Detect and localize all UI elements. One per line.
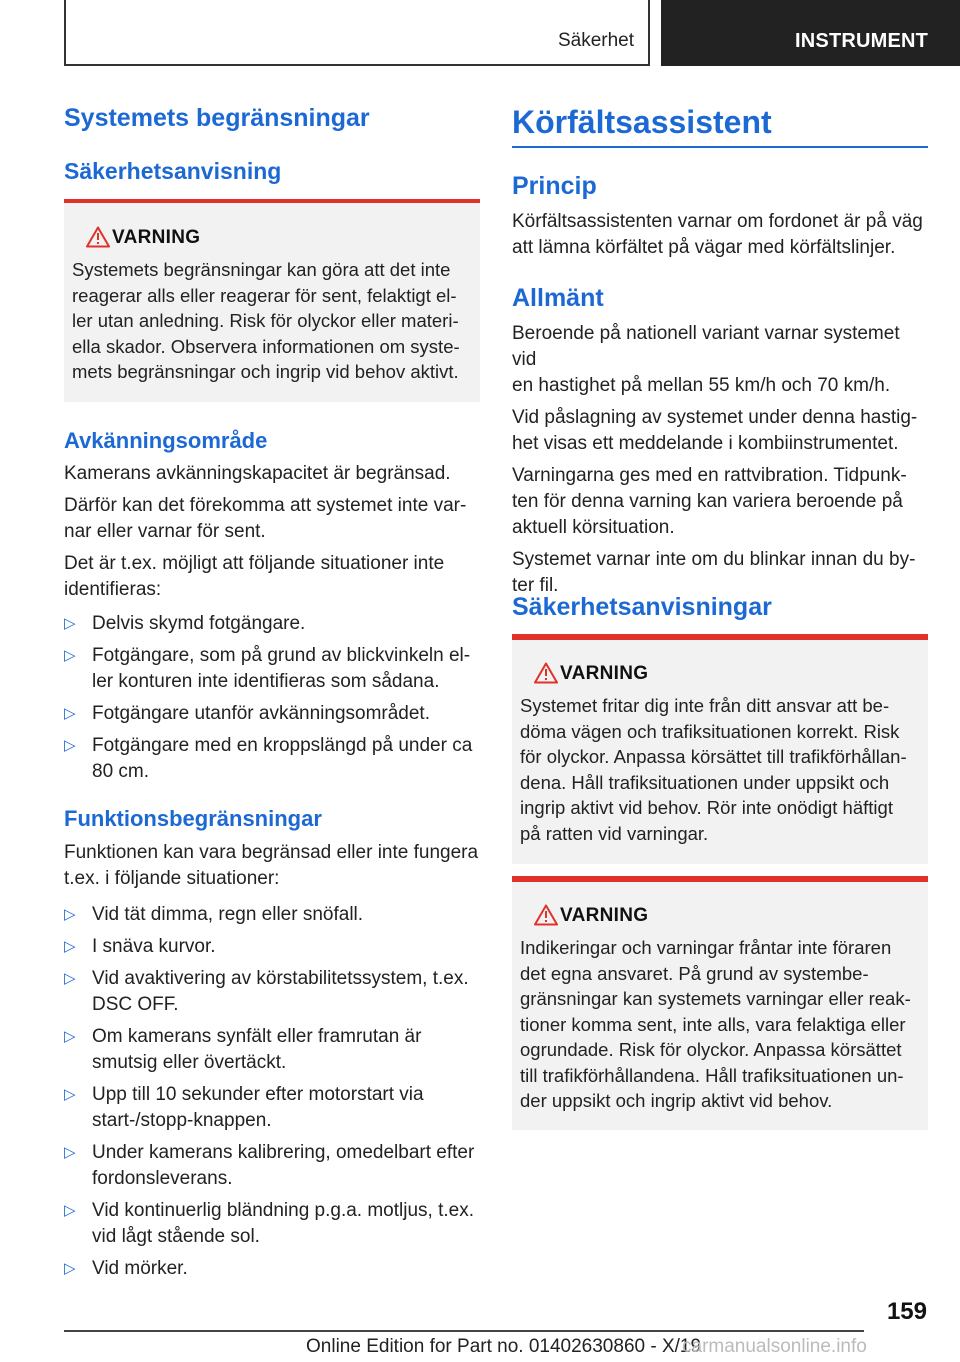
warning-line: reagerar alls eller reagerar för sent, felaktigt el- bbox=[72, 284, 457, 306]
paragraph: Systemet varnar inte om du blinkar innan du by- ter fil. bbox=[512, 549, 916, 596]
text-line: Därför kan det förekomma att systemet inte var- bbox=[64, 495, 467, 516]
header-section-label: Säkerhet bbox=[557, 30, 634, 51]
triangle-bullet-icon: ▷ bbox=[64, 737, 76, 754]
triangle-bullet-icon: ▷ bbox=[64, 1202, 76, 1219]
right-warning-text-1: Systemet fritar dig inte från ditt ansvar att be- döma vägen och trafiksituationen korrekt. Risk för olyckor. Anpassa körsättet till trafikförhållan- dena. Håll trafiksituationen under uppsikt och ingrip aktivt vid behov. Rör inte onödigt häftigt på ratten vid varningar. bbox=[520, 695, 907, 844]
triangle-bullet-icon: ▷ bbox=[64, 938, 76, 955]
paragraph: Beroende på nationell variant varnar systemet vid en hastighet på mellan 55 km/h och 70 km/h. bbox=[512, 323, 900, 396]
limits-list bbox=[64, 902, 480, 1282]
warning-line: ler utan anledning. Risk för olyckor eller materi- bbox=[72, 310, 459, 331]
list-item: ▷ Under kamerans kalibrering, omedelbart efter fordonsleverans. bbox=[64, 1142, 475, 1189]
text-line: identifieras: bbox=[64, 579, 162, 600]
left-warning-box bbox=[64, 203, 480, 402]
warning-triangle-icon bbox=[534, 662, 558, 684]
right-warning-box-1 bbox=[512, 640, 928, 864]
paragraph: Kamerans avkänningskapacitet är begränsad. bbox=[64, 463, 451, 484]
warning-title-text: VARNING bbox=[560, 905, 649, 926]
text-line: t.ex. i följande situationer: bbox=[64, 868, 280, 889]
right-page-title: Körfältsassistent bbox=[512, 104, 772, 140]
triangle-bullet-icon: ▷ bbox=[64, 647, 76, 664]
triangle-bullet-icon: ▷ bbox=[64, 1086, 76, 1103]
triangle-bullet-icon: ▷ bbox=[64, 1028, 76, 1045]
principle-text bbox=[512, 209, 928, 261]
triangle-bullet-icon: ▷ bbox=[64, 615, 76, 632]
limits-text bbox=[64, 840, 480, 1282]
warning-line: mets begränsningar och ingrip vid behov aktivt. bbox=[72, 361, 459, 382]
warning-title-text: VARNING bbox=[560, 663, 649, 684]
warning-triangle-icon bbox=[534, 904, 558, 926]
left-warning-title bbox=[72, 225, 472, 251]
footer-edition: Online Edition for Part no. 01402630860 - X/19 bbox=[306, 1336, 702, 1357]
warning-line: Systemets begränsningar kan göra att det inte bbox=[72, 259, 451, 280]
list-item: ▷ I snäva kurvor. bbox=[64, 934, 480, 960]
footer-watermark: carmanualsonline.info bbox=[682, 1336, 867, 1357]
list-item: ▷ Upp till 10 sekunder efter motorstart via start-/stopp-knappen. bbox=[64, 1084, 424, 1131]
right-warning-title-1 bbox=[520, 661, 920, 687]
paragraph: Varningarna ges med en rattvibration. Tidpunk- ten för denna varning kan variera beroende på aktuell körsituation. bbox=[512, 465, 907, 538]
general-heading: Allmänt bbox=[512, 284, 604, 312]
detection-list bbox=[64, 611, 480, 785]
warning-title-text: VARNING bbox=[112, 227, 201, 248]
triangle-bullet-icon: ▷ bbox=[64, 1260, 76, 1277]
list-item: ▷ Vid avaktivering av körstabilitetssystem, t.ex. DSC OFF. bbox=[64, 968, 469, 1015]
warning-line: ella skador. Observera informationen om syste- bbox=[72, 335, 460, 357]
warning-triangle-icon bbox=[86, 226, 110, 248]
text-line: Körfältsassistenten varnar om fordonet är på väg bbox=[512, 211, 923, 232]
list-item: ▷ Vid tät dimma, regn eller snöfall. bbox=[64, 902, 480, 928]
title-underline bbox=[512, 146, 928, 148]
list-item: ▷ Om kamerans synfält eller framrutan är smutsig eller övertäckt. bbox=[64, 1026, 422, 1073]
text-line: att lämna körfältet på vägar med körfältslinjer. bbox=[512, 237, 896, 258]
text-line: Det är t.ex. möjligt att följande situationer inte bbox=[64, 553, 445, 574]
list-item: ▷ Delvis skymd fotgängare. bbox=[64, 611, 480, 637]
list-item: ▷ Fotgängare med en kroppslängd på under ca 80 cm. bbox=[64, 735, 473, 782]
paragraph bbox=[64, 493, 480, 545]
left-subtitle: Säkerhetsanvisning bbox=[64, 158, 282, 184]
list-item: ▷ Vid mörker. bbox=[64, 1256, 480, 1282]
right-warning-text-2: Indikeringar och varningar fråntar inte föraren det egna ansvaret. På grund av systembe- gränsningar kan systemets varningar eller reak- tioner komma sent, inte alls, vara felaktiga eller ogrundade. Risk för olyckor. Anpassa körsättet till trafikförhållandena. Håll trafiksituationen un- der uppsikt och ingrip aktivt vid behov. bbox=[520, 937, 911, 1111]
paragraph bbox=[64, 551, 480, 603]
list-item: ▷ Fotgängare utanför avkänningsområdet. bbox=[64, 701, 480, 727]
safety-heading: Säkerhetsanvisningar bbox=[512, 593, 772, 621]
detection-heading: Avkänningsområde bbox=[64, 428, 268, 453]
left-warning-text bbox=[72, 257, 472, 385]
text-line: Funktionen kan vara begränsad eller inte fungera bbox=[64, 842, 479, 863]
list-item: ▷ Fotgängare, som på grund av blickvinkeln el- ler konturen inte identifieras som sådana. bbox=[64, 645, 471, 692]
paragraph: Vid påslagning av systemet under denna hastig- het visas ett meddelande i kombiinstrumentet. bbox=[512, 407, 918, 454]
header-chapter-tab: INSTRUMENT bbox=[661, 0, 960, 66]
footer-divider bbox=[64, 1330, 864, 1332]
triangle-bullet-icon: ▷ bbox=[64, 906, 76, 923]
right-warning-title-2 bbox=[520, 903, 920, 929]
triangle-bullet-icon: ▷ bbox=[64, 1144, 76, 1161]
limits-heading: Funktionsbegränsningar bbox=[64, 806, 322, 831]
text-line: nar eller varnar för sent. bbox=[64, 521, 266, 542]
detection-text bbox=[64, 461, 480, 785]
general-text bbox=[512, 321, 928, 599]
left-page-title: Systemets begränsningar bbox=[64, 104, 370, 132]
triangle-bullet-icon: ▷ bbox=[64, 705, 76, 722]
header-section-box bbox=[64, 0, 650, 66]
triangle-bullet-icon: ▷ bbox=[64, 970, 76, 987]
right-warning-box-2 bbox=[512, 882, 928, 1130]
principle-heading: Princip bbox=[512, 172, 597, 200]
page-number: 159 bbox=[886, 1298, 927, 1325]
list-item: ▷ Vid kontinuerlig bländning p.g.a. motljus, t.ex. vid lågt stående sol. bbox=[64, 1200, 474, 1247]
